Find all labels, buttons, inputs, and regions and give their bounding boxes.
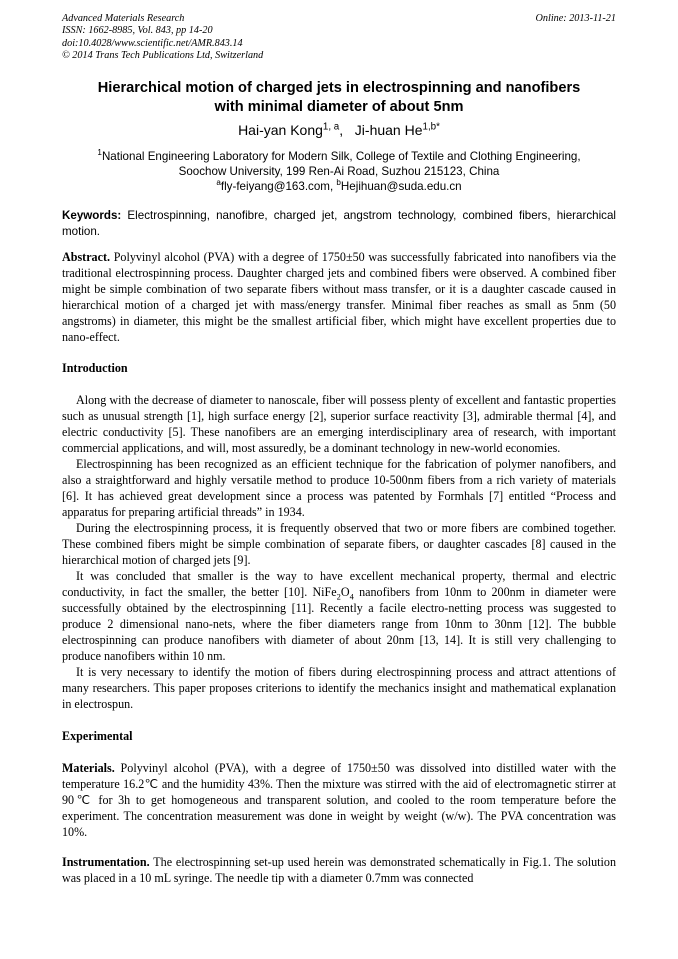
author-2-affil-mark: 1,b* xyxy=(422,121,440,133)
materials-label: Materials. xyxy=(62,761,115,775)
journal-header xyxy=(62,13,616,62)
intro-heading: Introduction xyxy=(62,361,128,375)
author-separator: , xyxy=(339,122,355,138)
paper-body xyxy=(62,249,616,886)
intro-paragraph-5: It is very necessary to identify the motion of fibers during electrospinning process and attract attentions of many researchers. This paper proposes criterions to identify the mechanics insight and mathematical explanation in electrospun. xyxy=(62,665,616,711)
affiliation-block xyxy=(62,149,616,195)
author-name-2: Ji-huan He xyxy=(354,122,423,138)
keywords-block xyxy=(62,208,616,239)
abstract-label: Abstract. xyxy=(62,250,111,264)
materials-paragraph xyxy=(62,760,616,840)
author-list xyxy=(62,121,616,139)
author-name-1: Hai-yan Kong xyxy=(238,122,323,138)
intro-paragraph-2: Electrospinning has been recognized as an efficient technique for the fabrication of polymer nanofibers, and also a straightforward and highly versatile method to produce 10-500nm fibers from a rich variety of materials [6]. It has achieved great development since a process was patented by Formhals [7] entitled “Process and apparatus for preparing artificial threads” in 1934. xyxy=(62,457,616,519)
abstract-text: Polyvinyl alcohol (PVA) with a degree of 1750±50 was successfully fabricated into nanofibers via the traditional electrospinning process. Daughter charged jets and combined fibers were observed. A combined fiber might be simple combination of two separate fibers without mass transfer, or it is a daughter cascade caused in hierarchical motion of a charged jet with mass/energy transfer. Minimal fiber reaches as small as 5nm (50 angstroms) in diameter, this might be the smallest artificial fiber, which might have excellent properties due to nano-effect. xyxy=(62,250,616,344)
keywords-label: Keywords: xyxy=(62,209,122,222)
email-mark-b: b xyxy=(336,178,341,188)
email-mark-a: a xyxy=(216,178,221,188)
intro-paragraph-4: It was concluded that smaller is the way to have excellent mechanical property, thermal and electric conductivity, in fact the smaller, the better [10]. $NiFe_2O_4$ nanofibers from 10nm to 200nm in diameter were successfully obtained by the electrospinning [11]. Recently a facile electro-netting process was suggested to produce 2 dimensional nano-nets, where the fiber diameters range from 10nm to 30nm [12]. The bubble electrospinning can produce nanofibers with diameter of about 20nm [13, 14]. It is still very challenging to produce nanofibers within 10 nm. xyxy=(62,569,616,663)
intro-paragraph-3: During the electrospinning process, it is frequently observed that two or more fibers are combined together. These combined fibers might be simple combination of separate fibers, or daughter cascades [8] caused in the hierarchical motion of charged jets [9]. xyxy=(62,521,616,567)
affiliation-line-1: $^1$National Engineering Laboratory for Modern Silk, College of Textile and Clothing Engineering, xyxy=(97,148,581,163)
affiliation-line-2: Soochow University, 199 Ren-Ai Road, Suzhou 215123, China xyxy=(178,165,500,179)
issn-line: ISSN: 1662-8985, Vol. 843, pp 14-20 xyxy=(62,25,213,37)
author-1-affil-mark: 1, a xyxy=(322,121,340,133)
affil-mark-1: 1 xyxy=(97,148,102,158)
intro-paragraph-1: Along with the decrease of diameter to nanoscale, fiber will possess plenty of excellent and fantastic properties such as unusual strength [1], high surface energy [2], superior surface reactivity [3], admirable thermal [4], and electric conductivity [5]. These nanofibers are an emerging interdisciplinary area of research, with important commercial applications, and will, most assuredly, be a dominant technology in new-world economies. xyxy=(62,393,616,455)
email-b: Hejihuan@suda.edu.cn xyxy=(340,180,462,194)
journal-name: Advanced Materials Research xyxy=(62,13,185,24)
abstract-paragraph xyxy=(62,249,616,345)
copyright-line: © 2014 Trans Tech Publications Ltd, Switzerland xyxy=(62,49,264,61)
email-line xyxy=(62,179,616,194)
title-line-1: Hierarchical motion of charged jets in electrospinning and nanofibers xyxy=(97,80,581,96)
instrumentation-text: The electrospinning set-up used herein was demonstrated schematically in Fig.1. The solution was placed in a 10 mL syringe. The needle tip with a diameter 0.7mm was connected xyxy=(62,855,616,885)
email-a: fly-feiyang@163.com, xyxy=(220,180,337,194)
title-line-2: with minimal diameter of about 5nm xyxy=(214,99,464,115)
online-date: Online: 2013-11-21 xyxy=(535,13,616,24)
paper-title xyxy=(62,79,616,117)
doi-line: doi:10.4028/www.scientific.net/AMR.843.14 xyxy=(62,37,243,49)
keywords-text: Electrospinning, nanofibre, charged jet, angstrom technology, combined fibers, hierarchical motion. xyxy=(62,209,616,238)
instrumentation-label: Instrumentation. xyxy=(62,855,150,869)
materials-text: Polyvinyl alcohol (PVA), with a degree of 1750±50 was dissolved into distilled water with the temperature 16.2℃ and the humidity 43%. Then the mixture was stirred with the aid of electromagnetic stirrer at 90℃ for 3h to get homogeneous and transparent solution, and cooled to the room temperature before the experiment. The concentration measurement was done in weight by weight (w/w). The PVA concentration was 10%. xyxy=(62,761,616,839)
instrumentation-paragraph xyxy=(62,854,616,886)
experimental-heading: Experimental xyxy=(62,729,133,743)
